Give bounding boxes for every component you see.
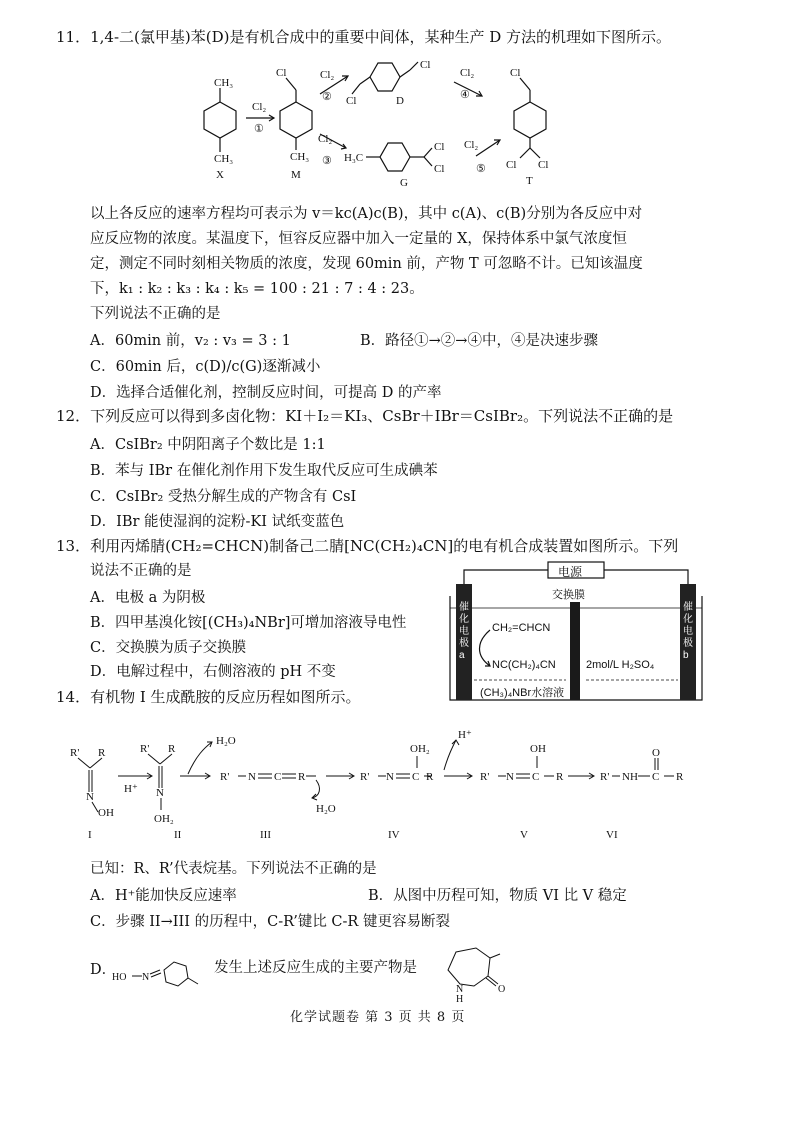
q11-ask: 下列说法不正确的是 [90, 306, 221, 322]
reagent-4: Cl₂ [460, 67, 475, 79]
q14-option-d-prefix: D． [90, 962, 117, 978]
q13-option-d: D．电解过程中，右侧溶液的 pH 不变 [90, 664, 336, 680]
vi-c: C [652, 771, 660, 783]
label-t: T [526, 175, 533, 187]
q14-option-b: B．从图中历程可知，物质 VI 比 V 稳定 [368, 888, 627, 904]
q12-stem: 12．下列反应可以得到多卤化物：KI＋I₂＝KI₃、CsBr＋IBr＝CsIBr₂。下列说法不正确的是 [56, 407, 674, 425]
iii-n: N [248, 771, 256, 783]
arrow-step5 [476, 140, 500, 156]
cl-m: Cl [276, 67, 287, 79]
roman-iv: IV [388, 829, 400, 841]
step-2: ② [322, 91, 332, 103]
membrane-label: 交换膜 [552, 589, 585, 601]
exchange-membrane [570, 602, 580, 700]
q11-para-3: 定，测定不同时刻相关物质的浓度，发现 60min 前，产物 T 可忽略不计。已知该温度 [90, 256, 643, 272]
q13-stem-2: 说法不正确的是 [90, 563, 192, 579]
electrolysis-apparatus [446, 556, 706, 704]
q14-mechanism [60, 712, 700, 842]
q12-option-b: B．苯与 IBr 在催化剂作用下发生取代反应可生成碘苯 [90, 463, 438, 479]
vi-nh: NH [622, 771, 638, 783]
lactam-h: H [456, 994, 464, 1004]
ii-rp: R' [140, 743, 150, 755]
vi-o: O [652, 747, 660, 759]
ch3-top-x: CH₃ [214, 77, 234, 89]
q13-option-c: C．交换膜为质子交换膜 [90, 640, 247, 656]
reaction-arrow [480, 630, 491, 666]
benzene-ring-d [370, 63, 400, 91]
cl-g-top: Cl [434, 141, 445, 153]
i-oh: OH [98, 807, 114, 819]
v-c: C [532, 771, 540, 783]
q12-option-a: A．CsIBr₂ 中阴阳离子个数比是 1:1 [90, 437, 326, 453]
q12-option-d: D．IBr 能使湿润的淀粉-KI 试纸变蓝色 [90, 514, 345, 530]
i-rp: R' [70, 747, 80, 759]
iv-rp: R' [360, 771, 370, 783]
vi-r: R [676, 771, 684, 783]
q14-known: 已知：R、R’代表烷基。下列说法不正确的是 [90, 861, 377, 877]
vi-rp: R' [600, 771, 610, 783]
benzene-ring-t [514, 102, 546, 138]
q14-option-a: A．H⁺能加快反应速率 [90, 888, 237, 904]
right-solution-label: 2mol/L H₂SO₄ [586, 659, 655, 671]
label-m: M [291, 169, 301, 181]
v-rp: R' [480, 771, 490, 783]
reactant-label: CH₂=CHCN [492, 622, 551, 634]
step-3: ③ [322, 155, 332, 167]
iv-r: R [426, 771, 434, 783]
label-x: X [216, 169, 224, 181]
iv-hplus-out: H⁺ [458, 729, 472, 741]
reagent-1: Cl₂ [252, 101, 267, 113]
q11-para-1: 以上各反应的速率方程均可表示为 v＝kc(A)c(B)，其中 c(A)、c(B)分别为各反应中对 [90, 206, 643, 222]
left-solution-label: (CH₃)₄NBr水溶液 [480, 687, 565, 699]
cl-t-top: Cl [510, 67, 521, 79]
ch3-m: CH₃ [290, 151, 310, 163]
q11-para-4: 下，k₁ : k₂ : k₃ : k₄ : k₅ = 100 : 21 : 7 : 4 : 23。 [90, 281, 424, 297]
lactam-structure [438, 944, 518, 1004]
cl-t-right: Cl [538, 159, 549, 171]
q11-stem: 11．1,4-二(氯甲基)苯(D)是有机合成中的重要中间体，某种生产 D 方法的机理如下图所示。 [56, 28, 672, 46]
ii-h2o-out: H₂O [216, 735, 236, 747]
lactam-o: O [498, 984, 506, 995]
cl-t-left: Cl [506, 159, 517, 171]
benzene-ring-x [204, 102, 236, 138]
page-footer: 化学试题卷 第 3 页 共 8 页 [290, 1010, 466, 1025]
reagent-2: Cl₂ [320, 69, 335, 81]
iii-rp: R' [220, 771, 230, 783]
iii-r: R [298, 771, 306, 783]
oxime-n: N [142, 972, 150, 983]
q14-stem: 14．有机物 I 生成酰胺的反应历程如图所示。 [56, 688, 361, 706]
q14-option-c: C．步骤 II→III 的历程中，C-R’键比 C-R 键更容易断裂 [90, 914, 450, 930]
electrode-b-label: 催化电极b [683, 602, 693, 661]
h3c-g: H₃C [344, 152, 364, 164]
q11-option-b: B．路径①→②→④中，④是决速步骤 [360, 333, 598, 349]
q11-reaction-scheme [170, 60, 730, 190]
power-source-label: 电源 [558, 565, 583, 579]
iii-c: C [274, 771, 282, 783]
q11-option-a: A．60min 前，v₂ : v₃ = 3 : 1 [90, 333, 291, 349]
q11-para-2: 应反应物的浓度。某温度下，恒容反应器中加入一定量的 X，保持体系中氯气浓度恒 [90, 231, 627, 247]
ii-oh2: OH₂ [154, 813, 174, 825]
v-oh: OH [530, 743, 546, 755]
q12-option-c: C．CsIBr₂ 受热分解生成的产物含有 CsI [90, 489, 357, 505]
iv-oh2: OH₂ [410, 743, 430, 755]
roman-vi: VI [606, 829, 618, 841]
cl-d-left: Cl [346, 95, 357, 107]
label-d: D [396, 95, 404, 107]
label-g: G [400, 177, 408, 189]
iii-h2o-in: H₂O [316, 803, 336, 815]
q13-option-a: A．电极 a 为阴极 [90, 590, 206, 606]
cl-d-right: Cl [420, 60, 431, 71]
reagent-5: Cl₂ [464, 139, 479, 151]
iv-n: N [386, 771, 394, 783]
ii-n: N [156, 787, 164, 799]
v-r: R [556, 771, 564, 783]
q11-option-d: D．选择合适催化剂，控制反应时间，可提高 D 的产率 [90, 385, 442, 401]
oxime-ho: HO [112, 972, 127, 983]
q13-stem-1: 13．利用丙烯腈(CH₂=CHCN)制备己二腈[NC(CH₂)₄CN]的电有机合成装置如图所示。下列 [56, 537, 679, 555]
q11-option-c: C．60min 后，c(D)/c(G)逐渐减小 [90, 359, 321, 375]
roman-iii: III [260, 829, 271, 841]
roman-i: I [88, 829, 92, 841]
product-label: NC(CH₂)₄CN [492, 659, 556, 671]
reagent-3: Cl₂ [318, 133, 333, 145]
i-r: R [98, 747, 106, 759]
benzene-ring-m [280, 102, 312, 138]
i-hplus: H⁺ [124, 783, 138, 795]
step-5: ⑤ [476, 163, 486, 175]
roman-v: V [520, 829, 528, 841]
iv-c: C [412, 771, 420, 783]
step-4: ④ [460, 89, 470, 101]
q13-option-b: B．四甲基溴化铵[(CH₃)₄NBr]可增加溶液导电性 [90, 615, 407, 631]
benzene-ring-g [380, 143, 410, 171]
v-n: N [506, 771, 514, 783]
i-n: N [86, 791, 94, 803]
cl-g-bottom: Cl [434, 163, 445, 175]
ii-r: R [168, 743, 176, 755]
oxime-structure [110, 946, 210, 996]
ch3-bottom-x: CH₃ [214, 153, 234, 165]
lactam-n: N [456, 984, 464, 995]
electrode-a-label: 催化电极a [459, 602, 469, 661]
q14-option-d-text: 发生上述反应生成的主要产物是 [214, 960, 417, 976]
step-1: ① [254, 123, 264, 135]
roman-ii: II [174, 829, 182, 841]
